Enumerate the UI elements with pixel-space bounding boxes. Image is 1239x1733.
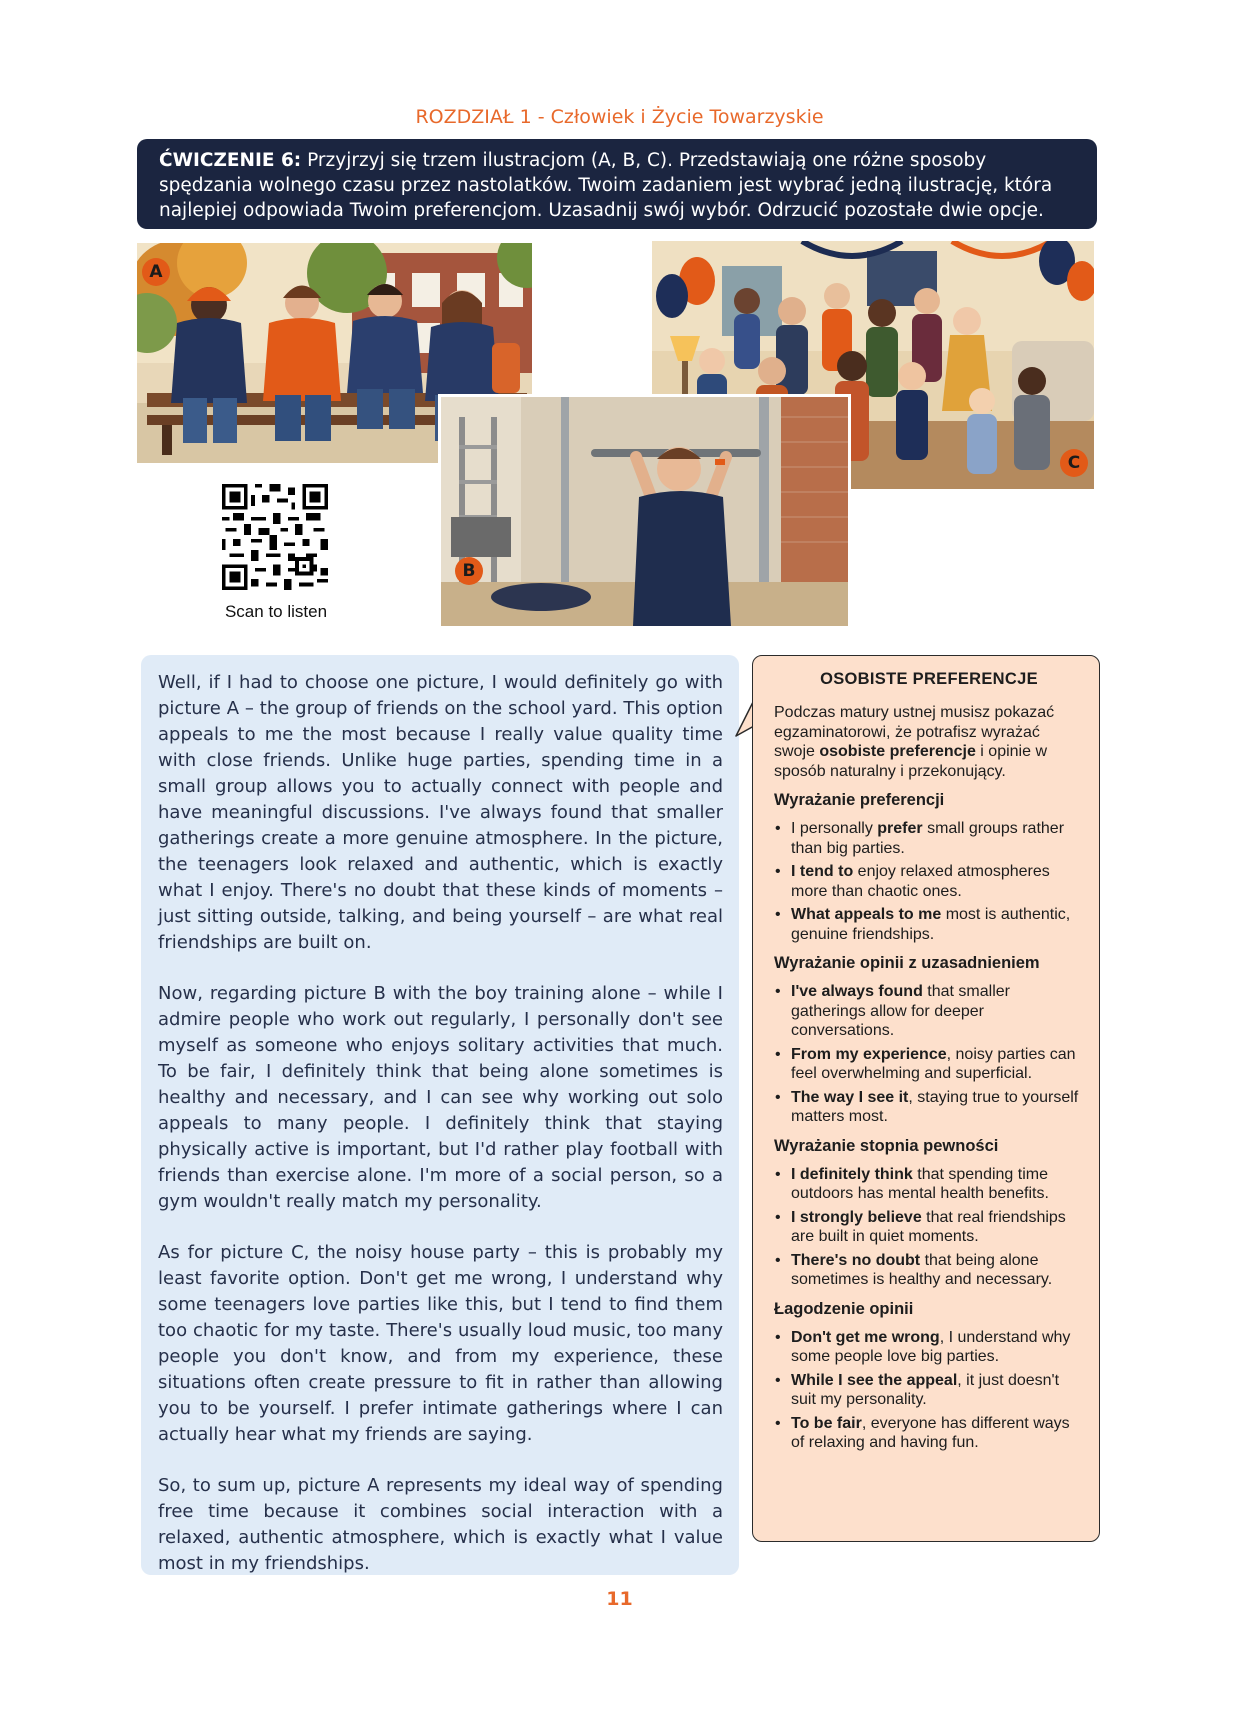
list-item: • What appeals to me most is authentic, genuine friendships. <box>774 905 1084 944</box>
list-item: • I personally prefer small groups rather than big parties. <box>774 819 1084 858</box>
list-item: • The way I see it, staying true to yourself matters most. <box>774 1088 1084 1127</box>
list-item: • I tend to enjoy relaxed atmospheres more than chaotic ones. <box>774 862 1084 901</box>
badge-a: A <box>142 258 170 286</box>
page-number: 11 <box>606 1588 633 1610</box>
list-softening <box>774 1328 1084 1453</box>
exercise-text: Przyjrzyj się trzem ilustracjom (A, B, C). Przedstawiają one różne sposoby spędzania wolnego czasu przez nastolatków. Twoim zadaniem jest wybrać jedną ilustrację, która najlepiej odpowiada Twoim preferencjom. Uzasadnij swój wybór. Odrzucić pozostałe dwie opcje. <box>159 150 1053 221</box>
list-item: • While I see the appeal, it just doesn't suit my personality. <box>774 1371 1084 1410</box>
answer-paragraph-3: As for picture C, the noisy house party – this is probably my least favorite option. Don't get me wrong, I understand why some teenagers love parties like this, but I tend to find them too chaotic for my taste. There's usually loud music, too many people you don't know, and from my experience, these situations often create pressure to fit in rather than allowing you to be yourself. I prefer intimate gatherings where I can actually hear what my friends are saying. <box>158 1242 723 1445</box>
answer-paragraph-2: Now, regarding picture B with the boy training alone – while I admire people who work out regularly, I personally don't see myself as someone who enjoys solitary activities that much. To be fair, I definitely think that being alone sometimes is healthy and necessary, and I can see why working out solo appeals to many people. I definitely think that staying physically active is important, but I'd rather play football with friends than exercise alone. I'm more of a social person, so a gym wouldn't really match my personality. <box>158 983 723 1212</box>
panel-title: OSOBISTE PREFERENCJE <box>820 670 1038 688</box>
list-item: • I've always found that smaller gatherings allow for deeper conversations. <box>774 982 1084 1041</box>
list-item: • There's no doubt that being alone sometimes is healthy and necessary. <box>774 1251 1084 1290</box>
answer-paragraph-1: Well, if I had to choose one picture, I would definitely go with picture A – the group of friends on the school yard. This option appeals to me the most because I really value quality time with close friends. Unlike huge parties, spending time in a small group allows you to actually connect with people and have meaningful discussions. I've always found that smaller gatherings create a more genuine atmosphere. In the picture, the teenagers look relaxed and authentic, which is exactly what I enjoy. There's no doubt that these kinds of moments – just sitting outside, talking, and being yourself – are what real friendships are built on. <box>158 672 723 953</box>
list-item: • I definitely think that spending time outdoors has mental health benefits. <box>774 1165 1084 1204</box>
exercise-label: ĆWICZENIE 6: <box>159 150 302 171</box>
exercise-instructions <box>137 139 1097 229</box>
panel-intro: Podczas matury ustnej musisz pokazać egzaminatorowi, że potrafisz wyrażać swoje osobiste preferencje i opinie w sposób naturalny i przekonujący. <box>774 704 1055 780</box>
section-heading-preferences: Wyrażanie preferencji <box>774 791 945 809</box>
chapter-title: ROZDZIAŁ 1 - Człowiek i Życie Towarzyskie <box>415 106 824 128</box>
section-heading-opinions: Wyrażanie opinii z uzasadnieniem <box>774 954 1040 972</box>
section-heading-softening: Łagodzenie opinii <box>774 1299 914 1318</box>
model-answer <box>141 655 739 1575</box>
section-heading-certainty: Wyrażanie stopnia pewności <box>774 1136 999 1155</box>
list-item: • I strongly believe that real friendships are built in quiet moments. <box>774 1208 1084 1247</box>
badge-c: C <box>1060 449 1088 477</box>
illustration-b-gym-pullups <box>441 397 848 626</box>
list-item: • Don't get me wrong, I understand why some people love big parties. <box>774 1328 1084 1367</box>
badge-b: B <box>455 557 483 585</box>
list-item: • To be fair, everyone has different ways of relaxing and having fun. <box>774 1414 1084 1453</box>
personal-preferences-panel <box>752 655 1100 1542</box>
list-item: • From my experience, noisy parties can feel overwhelming and superficial. <box>774 1045 1084 1084</box>
list-opinions <box>774 982 1084 1127</box>
list-certainty <box>774 1165 1084 1290</box>
list-preferences <box>774 819 1084 944</box>
qr-caption: Scan to listen <box>224 602 328 621</box>
qr-code[interactable] <box>222 484 328 590</box>
answer-paragraph-4: So, to sum up, picture A represents my ideal way of spending free time because it combines social interaction with a relaxed, authentic atmosphere, which is exactly what I value most in my friendships. <box>158 1475 723 1574</box>
